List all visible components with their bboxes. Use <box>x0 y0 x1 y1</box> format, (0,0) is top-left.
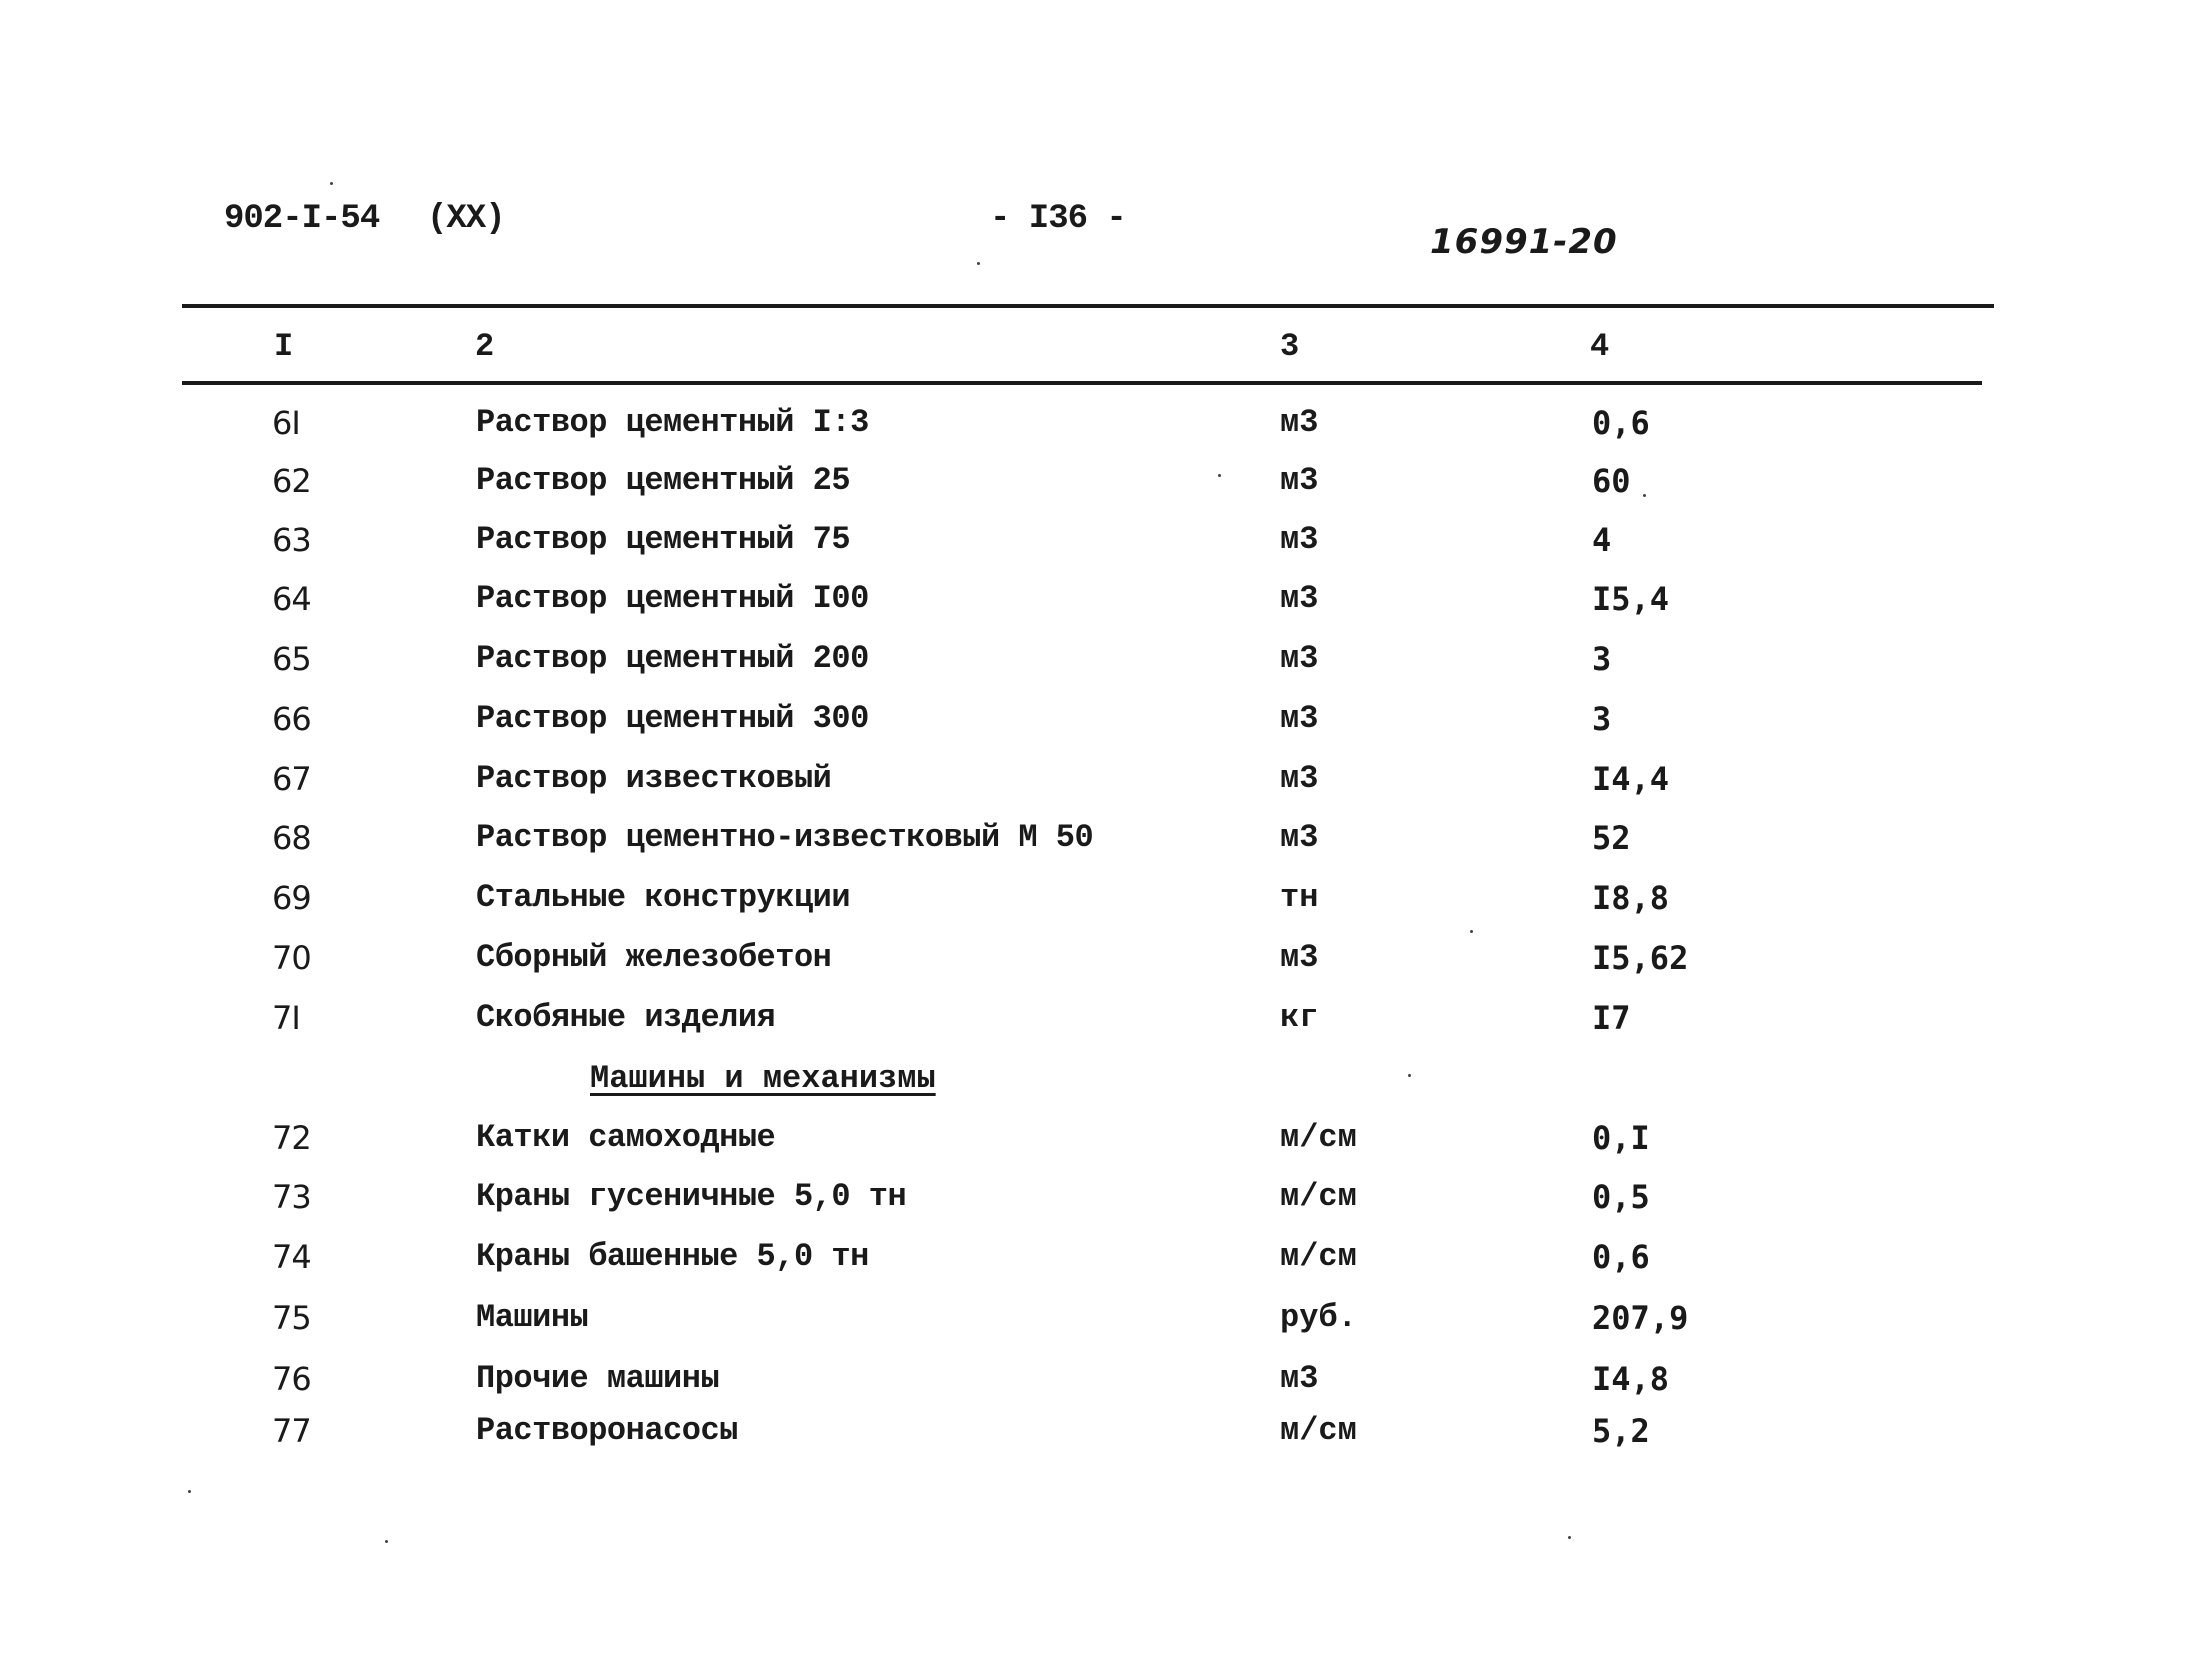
row-value: 0,5 <box>1592 1178 1650 1216</box>
row-unit: м3 <box>1280 640 1319 677</box>
row-name: Катки самоходные <box>476 1119 776 1156</box>
column-header-4: 4 <box>1590 328 1610 365</box>
row-value: 3 <box>1592 640 1612 678</box>
table-row <box>0 462 2211 510</box>
row-value: 4 <box>1592 521 1612 559</box>
sheet-marker: (XX) <box>427 200 505 238</box>
scan-speck <box>1408 1074 1411 1077</box>
row-number: 76 <box>272 1360 311 1398</box>
row-unit: м3 <box>1280 462 1319 499</box>
row-name: Краны гусеничные 5,0 тн <box>476 1178 907 1215</box>
table-row <box>0 819 2211 867</box>
row-value: 3 <box>1592 700 1612 738</box>
row-value: 0,6 <box>1592 404 1650 442</box>
row-name: Краны башенные 5,0 тн <box>476 1238 869 1275</box>
row-unit: м/см <box>1280 1178 1357 1215</box>
row-unit: м3 <box>1280 580 1319 617</box>
row-unit: м/см <box>1280 1119 1357 1156</box>
row-number: 72 <box>272 1119 311 1157</box>
row-value: 0,6 <box>1592 1238 1650 1276</box>
row-value: 0,I <box>1592 1119 1650 1157</box>
row-name: Скобяные изделия <box>476 999 776 1036</box>
row-number: 6I <box>272 404 300 442</box>
table-row <box>0 999 2211 1047</box>
row-value: 5,2 <box>1592 1412 1650 1450</box>
row-name: Раствор цементный 25 <box>476 462 851 499</box>
row-name: Прочие машины <box>476 1360 720 1397</box>
row-value: 207,9 <box>1592 1299 1689 1337</box>
scan-speck <box>1470 930 1473 933</box>
row-name: Раствор цементный I:3 <box>476 404 869 441</box>
row-number: 73 <box>272 1178 311 1216</box>
row-number: 69 <box>272 879 311 917</box>
row-value: I5,4 <box>1592 580 1670 618</box>
row-number: 63 <box>272 521 311 559</box>
table-row <box>0 404 2211 452</box>
row-value: I8,8 <box>1592 879 1670 917</box>
row-value: 52 <box>1592 819 1631 857</box>
column-header-1: I <box>274 328 294 365</box>
scan-speck <box>1568 1536 1571 1539</box>
table-row <box>0 1360 2211 1408</box>
row-number: 74 <box>272 1238 311 1276</box>
row-value: I4,8 <box>1592 1360 1670 1398</box>
row-value: 60 <box>1592 462 1631 500</box>
table-header-rule <box>182 381 1982 385</box>
table-row <box>0 640 2211 688</box>
row-number: 70 <box>272 939 311 977</box>
row-name: Раствор известковый <box>476 760 832 797</box>
row-name: Раствор цементный I00 <box>476 580 869 617</box>
scan-speck <box>1643 494 1646 497</box>
row-unit: кг <box>1280 999 1319 1036</box>
row-value: I4,4 <box>1592 760 1670 798</box>
row-number: 7I <box>272 999 300 1037</box>
row-number: 66 <box>272 700 311 738</box>
inventory-number: 16991-20 <box>1430 222 1618 262</box>
column-header-3: 3 <box>1280 328 1300 365</box>
table-row <box>0 521 2211 569</box>
table-row <box>0 1119 2211 1167</box>
row-name: Растворонасосы <box>476 1412 738 1449</box>
row-value: I7 <box>1592 999 1631 1037</box>
table-row <box>0 700 2211 748</box>
section-title-machines: Машины и механизмы <box>590 1060 936 1097</box>
document-code: 902-I-54 <box>224 200 380 238</box>
row-name: Сборный железобетон <box>476 939 832 976</box>
table-row <box>0 1238 2211 1286</box>
row-name: Машины <box>476 1299 589 1336</box>
row-value: I5,62 <box>1592 939 1689 977</box>
row-number: 64 <box>272 580 311 618</box>
scan-speck <box>1218 474 1221 477</box>
row-number: 75 <box>272 1299 311 1337</box>
row-number: 65 <box>272 640 311 678</box>
row-unit: м3 <box>1280 700 1319 737</box>
page-number: - I36 - <box>990 200 1126 238</box>
row-name: Раствор цементно-известковый М 50 <box>476 819 1094 856</box>
row-name: Стальные конструкции <box>476 879 851 916</box>
row-unit: м3 <box>1280 521 1319 558</box>
scan-speck <box>385 1540 388 1543</box>
row-number: 68 <box>272 819 311 857</box>
table-row <box>0 760 2211 808</box>
row-unit: м3 <box>1280 939 1319 976</box>
table-row <box>0 1178 2211 1226</box>
row-unit: руб. <box>1280 1299 1357 1336</box>
table-row <box>0 580 2211 628</box>
row-unit: м3 <box>1280 404 1319 441</box>
row-unit: м3 <box>1280 760 1319 797</box>
row-unit: м/см <box>1280 1412 1357 1449</box>
table-row <box>0 879 2211 927</box>
row-name: Раствор цементный 75 <box>476 521 851 558</box>
row-unit: м/см <box>1280 1238 1357 1275</box>
row-number: 67 <box>272 760 311 798</box>
table-top-rule <box>182 304 1994 308</box>
table-row <box>0 939 2211 987</box>
row-number: 62 <box>272 462 311 500</box>
scan-speck <box>188 1490 191 1493</box>
row-name: Раствор цементный 300 <box>476 700 869 737</box>
column-header-2: 2 <box>475 328 495 365</box>
table-row <box>0 1412 2211 1460</box>
row-number: 77 <box>272 1412 311 1450</box>
scan-speck <box>330 182 333 185</box>
row-name: Раствор цементный 200 <box>476 640 869 677</box>
table-row <box>0 1299 2211 1347</box>
scan-speck <box>977 262 980 265</box>
row-unit: м3 <box>1280 819 1319 856</box>
row-unit: тн <box>1280 879 1319 916</box>
row-unit: м3 <box>1280 1360 1319 1397</box>
